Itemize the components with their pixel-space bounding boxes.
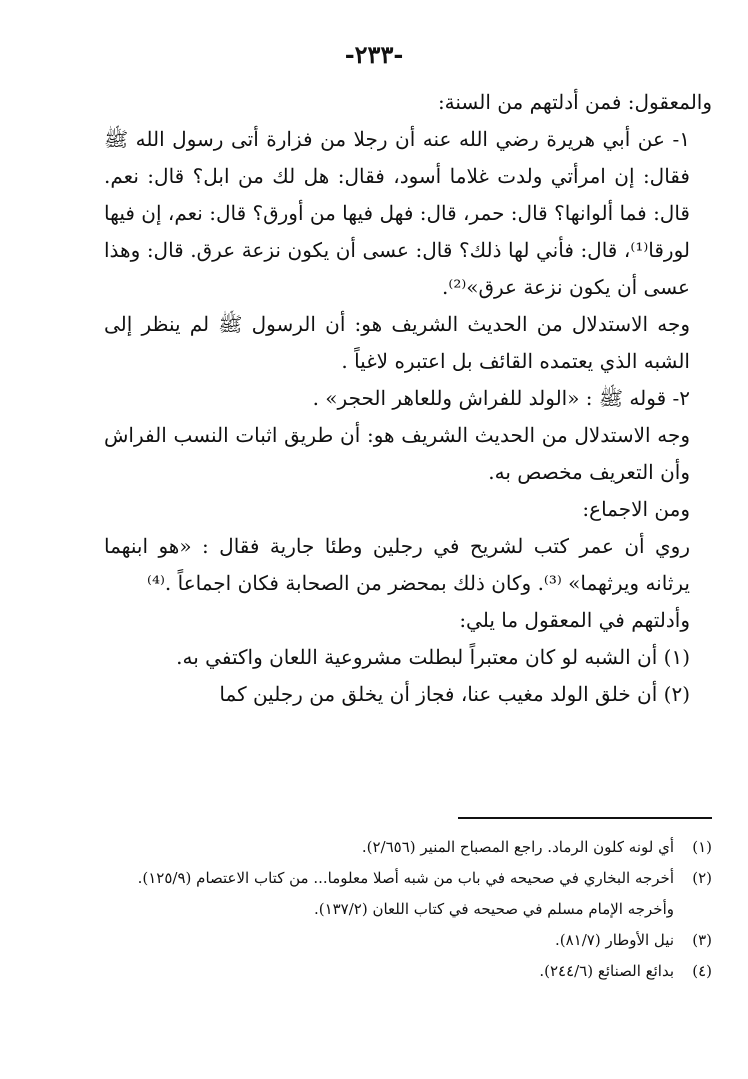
paragraph-evidence-2: وجه الاستدلال من الحديث الشريف هو: أن طريق اثبات النسب الفراش وأن التعريف مخصص به.: [104, 423, 690, 484]
paragraph-reason-1: (١) أن الشبه لو كان معتبراً لبطلت مشروعية اللعان واكتفي به.: [176, 645, 690, 669]
footnote-number: (٢): [692, 869, 712, 887]
footnote-4: [104, 956, 712, 987]
paragraph-hadith-1: ١- عن أبي هريرة رضي الله عنه أن رجلا من فزارة أتى رسول الله ﷺ فقال: إن امرأتي ولدت غلاما أسود، فقال: هل لك من ابل؟ قال: نعم. قال: فما ألوانها؟ قال: حمر، قال: فهل فيها من أورق؟ قال: نعم، إن فيها لورقا⁽¹⁾، قال: فأني لها ذلك؟ قال: عسى أن يكون نزعة عرق. قال: وهذا عسى أن يكون نزعة عرق»⁽²⁾.: [104, 127, 690, 299]
footnote-number: (٣): [692, 931, 712, 949]
paragraph-evidence-1: وجه الاستدلال من الحديث الشريف هو: أن الرسول ﷺ لم ينظر إلى الشبه الذي يعتمده القائف بل اعتبره لاغياً .: [104, 312, 690, 373]
footnote-divider: [458, 817, 712, 819]
footnote-text: بدائع الصنائع (٢٤٤/٦).: [539, 962, 674, 980]
footnote-1: [104, 832, 712, 863]
paragraph-hadith-2: ٢- قوله ﷺ : «الولد للفراش وللعاهر الحجر» .: [312, 386, 690, 410]
main-text: [104, 84, 712, 713]
footnote-text: أخرجه البخاري في صحيحه في باب من شبه أصلا معلوما... من كتاب الاعتصام (١٢٥/٩).: [137, 869, 674, 887]
footnote-number: (١): [692, 838, 712, 856]
page-number: -٢٣٣-: [344, 40, 404, 69]
paragraph-reason-2: (٢) أن خلق الولد مغيب عنا، فجاز أن يخلق من رجلين كما: [219, 682, 690, 706]
paragraph-intro: والمعقول: فمن أدلتهم من السنة:: [437, 90, 712, 114]
paragraph-consensus-heading: ومن الاجماع:: [582, 497, 690, 521]
footnote-2: [104, 863, 712, 894]
footnote-number: (٤): [692, 962, 712, 980]
paragraph-consensus: روي أن عمر كتب لشريح في رجلين وطئا جارية فقال : «هو ابنهما يرثانه ويرثهما» ⁽³⁾. وكان ذلك بمحضر من الصحابة فكان اجماعاً .⁽⁴⁾: [104, 534, 690, 595]
footnote-text: نيل الأوطار (٨١/٧).: [554, 931, 674, 949]
paragraph-reason-heading: وأدلتهم في المعقول ما يلي:: [459, 608, 690, 632]
footnote-text: أي لونه كلون الرماد. راجع المصباح المنير (٢/٦٥٦).: [361, 838, 674, 856]
footnotes: [104, 832, 712, 987]
footnote-3: [104, 925, 712, 956]
footnote-2-continuation: [104, 894, 712, 925]
footnote-text: وأخرجه الإمام مسلم في صحيحه في كتاب اللعان (١٣٧/٢).: [313, 900, 674, 918]
